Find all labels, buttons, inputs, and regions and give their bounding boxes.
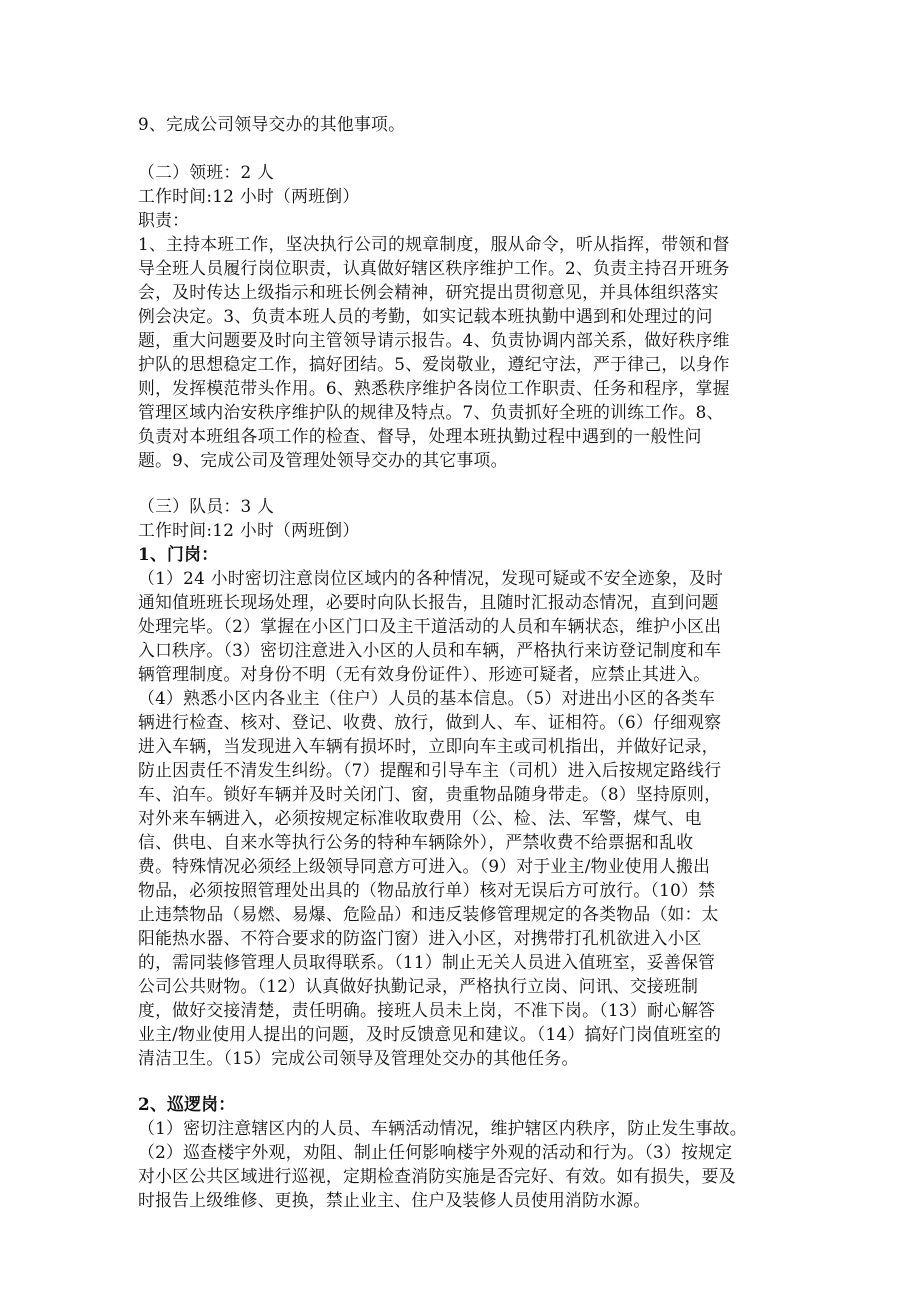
paragraph-line: 的，需同装修管理人员取得联系。（11）制止无关人员进入值班室，妥善保管: [138, 952, 716, 972]
paragraph-line: 业主/物业使用人提出的问题，及时反馈意见和建议。（14）搞好门岗值班室的: [138, 1024, 722, 1044]
paragraph-line: 导全班人员履行岗位职责，认真做好辖区秩序维护工作。2、负责主持召开班务: [138, 258, 730, 278]
section-2-heading: （二）领班：2 人: [138, 162, 275, 182]
paragraph-line: 时报告上级维修、更换，禁止业主、住户及装修人员使用消防水源。: [138, 1190, 651, 1210]
paragraph-line: 对外来车辆进入，必须按规定标准收取费用（公、检、法、军警，煤气、电: [138, 808, 702, 828]
paragraph-line: 通知值班班长现场处理，必要时向队长报告，且随时汇报动态情况，直到问题: [138, 592, 719, 612]
paragraph-line: 1、主持本班工作，坚决执行公司的规章制度，服从命令，听从指挥，带领和督: [138, 234, 730, 254]
patrol-post-title: 2、巡逻岗：: [138, 1094, 236, 1114]
paragraph-line: （4）熟悉小区内各业主（住户）人员的基本信息。（5）对进出小区的各类车: [138, 688, 716, 708]
paragraph-line: 费。特殊情况必须经上级领导同意方可进入。（9）对于业主/物业使用人搬出: [138, 856, 711, 876]
paragraph-line: 题。9、完成公司及管理处领导交办的其它事项。: [138, 450, 508, 470]
section-3-heading: （三）队员：3 人: [138, 496, 275, 516]
paragraph-line: 止违禁物品（易燃、易爆、危险品）和违反装修管理规定的各类物品（如：太: [138, 904, 719, 924]
paragraph-line: 例会决定。3、负责本班人员的考勤，如实记载本班执勤中遇到和处理过的问: [138, 306, 713, 326]
paragraph-line: 对小区公共区域进行巡视，定期检查消防实施是否完好、有效。如有损失，要及: [138, 1166, 736, 1186]
paragraph-line: 护队的思想稳定工作，搞好团结。5、爱岗敬业，遵纪守法，严于律己，以身作: [138, 354, 730, 374]
paragraph-line: 辆管理制度。对身份不明（无有效身份证件）、形迹可疑者，应禁止其进入。: [138, 664, 711, 684]
paragraph-line: 则，发挥模范带头作用。6、熟悉秩序维护各岗位工作职责、任务和程序，掌握: [138, 378, 730, 398]
paragraph-line: 度，做好交接清楚，责任明确。接班人员未上岗，不准下岗。（13）耐心解答: [138, 1000, 716, 1020]
section-2-work-time: 工作时间:12 小时（两班倒）: [138, 186, 360, 206]
item-9-text: 9、完成公司领导交办的其他事项。: [138, 114, 406, 134]
paragraph-line: 防止因责任不清发生纠纷。（7）提醒和引导车主（司机）进入后按规定路线行: [138, 760, 722, 780]
paragraph-line: 物品，必须按照管理处出具的（物品放行单）核对无误后方可放行。（10）禁: [138, 880, 716, 900]
paragraph-line: 题，重大问题要及时向主管领导请示报告。4、负责协调内部关系，做好秩序维: [138, 330, 730, 350]
paragraph-line: 进入车辆，当发现进入车辆有损坏时，立即向车主或司机指出，并做好记录，: [138, 736, 719, 756]
paragraph-line: （1）24 小时密切注意岗位区域内的各种情况，发现可疑或不安全迹象，及时: [138, 568, 724, 588]
paragraph-line: （2）巡查楼宇外观，劝阻、制止任何影响楼宇外观的活动和行为。（3）按规定: [138, 1142, 733, 1162]
paragraph-line: 阳能热水器、不符合要求的防盗门窗）进入小区，对携带打孔机欲进入小区: [138, 928, 702, 948]
section-2-duties-label: 职责：: [138, 210, 190, 230]
section-3-work-time: 工作时间:12 小时（两班倒）: [138, 520, 360, 540]
paragraph-line: （1）密切注意辖区内的人员、车辆活动情况，维护辖区内秩序，防止发生事故。: [138, 1118, 747, 1138]
paragraph-line: 处理完毕。（2）掌握在小区门口及主干道活动的人员和车辆状态，维护小区出: [138, 616, 722, 636]
paragraph-line: 会，及时传达上级指示和班长例会精神，研究提出贯彻意见，并具体组织落实: [138, 282, 719, 302]
paragraph-line: 清洁卫生。（15）完成公司领导及管理处交办的其他任务。: [138, 1048, 579, 1068]
gate-post-title: 1、门岗：: [138, 544, 219, 564]
paragraph-line: 辆进行检查、核对、登记、收费、放行，做到人、车、证相符。（6）仔细观察: [138, 712, 722, 732]
paragraph-line: 管理区域内治安秩序维护队的规律及特点。7、负责抓好全班的训练工作。8、: [138, 402, 724, 422]
paragraph-line: 车、泊车。锁好车辆并及时关闭门、窗，贵重物品随身带走。（8）坚持原则，: [138, 784, 722, 804]
paragraph-line: 入口秩序。（3）密切注意进入小区的人员和车辆，严格执行来访登记制度和车: [138, 640, 722, 660]
paragraph-line: 信、供电、自来水等执行公务的特种车辆除外），严禁收费不给票据和乱收: [138, 832, 694, 852]
paragraph-line: 公司公共财物。（12）认真做好执勤记录，严格执行立岗、问讯、交接班制: [138, 976, 699, 996]
paragraph-line: 负责对本班组各项工作的检查、督导，处理本班执勤过程中遇到的一般性问: [138, 426, 702, 446]
